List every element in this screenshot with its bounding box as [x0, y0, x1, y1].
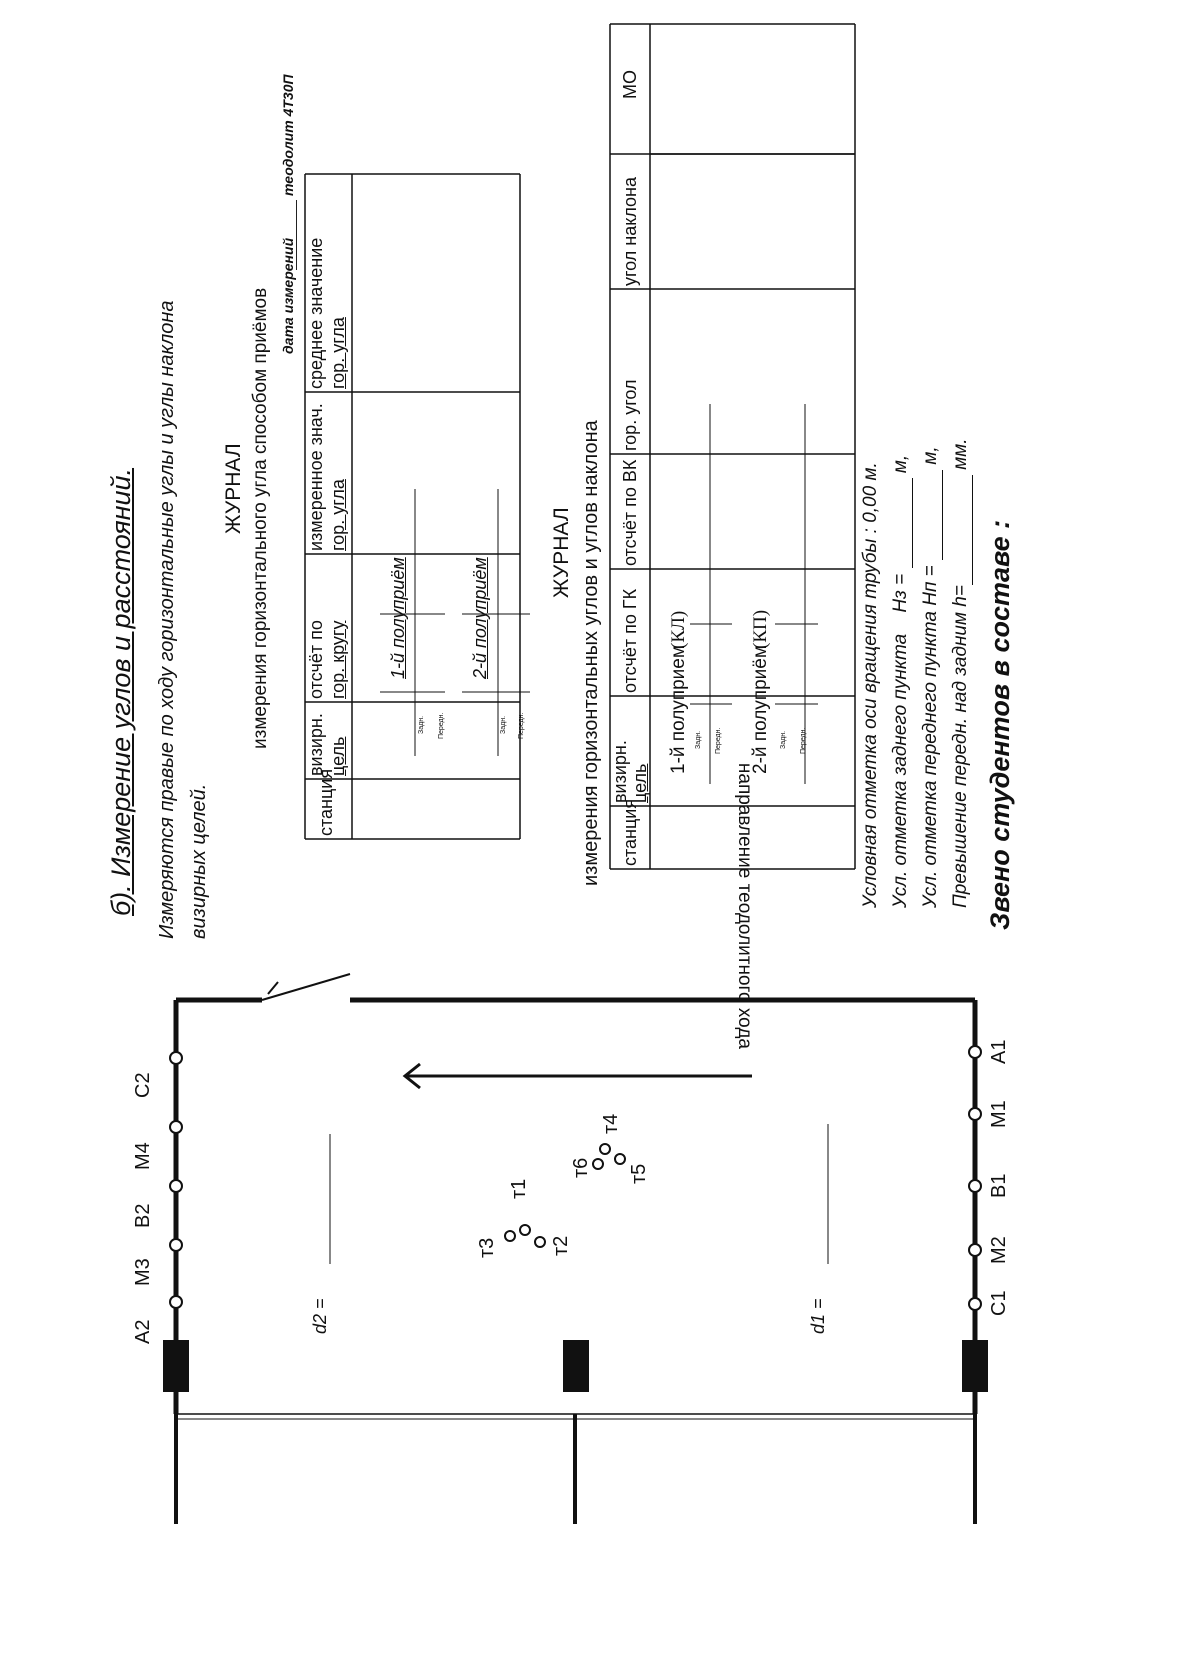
journal1-title: ЖУРНАЛ	[222, 443, 245, 534]
j1-col-target-1: визирн.	[306, 713, 326, 776]
label-M4: М4	[132, 1142, 154, 1170]
j1-half1: 1-й полуприём	[388, 557, 408, 679]
direction-label: направление теодолитного хода	[734, 762, 755, 1049]
j1-back-2: Задн.	[500, 715, 507, 734]
label-M1: М1	[988, 1100, 1010, 1128]
journal2-title: ЖУРНАЛ	[550, 507, 573, 598]
j2-col-mo: МО	[620, 70, 640, 99]
note-height-diff: Превышение передн. над задним h= мм.	[950, 438, 971, 908]
j1-col-mean-2: гор. угла	[328, 317, 348, 389]
j1-back-1: Задн.	[418, 715, 425, 734]
j1-col-mean-1: среднее значение	[306, 237, 326, 389]
label-t5: т5	[628, 1163, 650, 1184]
j1-col-measured-1: измеренное знач.	[306, 403, 326, 551]
label-C1: С1	[988, 1290, 1010, 1316]
j1-col-target-2: цель	[328, 736, 348, 776]
label-M2: М2	[988, 1236, 1010, 1264]
j2-front-2: Передн.	[800, 727, 807, 754]
j2-back-1: Задн.	[695, 730, 702, 749]
j1-front-2: Передн.	[518, 712, 525, 739]
j2-col-gk: отсчёт по ГК	[620, 588, 640, 693]
j1-col-reading-2: гор. кругу	[328, 620, 348, 699]
label-t3: т3	[476, 1237, 498, 1258]
journal1-theodolite: теодолит 4Т30П	[280, 74, 296, 196]
note-back-point: Усл. отметка заднего пункта Нз = м,	[890, 454, 911, 908]
j2-back-2: Задн.	[780, 730, 787, 749]
height-diff-field[interactable]	[950, 475, 973, 585]
label-t2: т2	[550, 1235, 572, 1256]
label-A2: А2	[132, 1319, 154, 1344]
j1-col-measured-2: гор. угла	[328, 479, 348, 551]
label-C2: С2	[132, 1072, 154, 1098]
section-heading: б). Измерение углов и расстояний.	[106, 467, 136, 916]
label-t4: т4	[600, 1113, 622, 1134]
j2-col-incline: угол наклона	[620, 177, 640, 286]
j2-half2-mark: (КП)	[750, 609, 771, 649]
j1-col-station: станция	[316, 768, 336, 836]
j1-col-reading-1: отсчёт по	[306, 620, 326, 699]
j2-half2: 2-й полуприём	[750, 645, 771, 774]
team-label: Звено студентов в составе :	[985, 519, 1015, 930]
label-t1: т1	[508, 1178, 530, 1199]
intro-line-2: визирных целей.	[188, 783, 210, 939]
j2-front-1: Передн.	[715, 727, 722, 754]
j2-col-vk: отсчёт по ВК	[620, 459, 640, 566]
label-M3: М3	[132, 1258, 154, 1286]
j2-half1: 1-й полуприем	[668, 645, 689, 774]
intro-line-1: Измеряются правые по ходу горизонтальные углы и углы наклона	[156, 300, 178, 939]
j2-col-station: станция	[620, 798, 640, 866]
d2-label: d2 =	[310, 1298, 330, 1334]
j2-col-hor-angle: гор. угол	[620, 379, 640, 451]
journal1-subtitle: измерения горизонтального угла способом приёмов	[250, 287, 271, 749]
j1-half2: 2-й полуприём	[470, 557, 490, 679]
label-t6: т6	[570, 1157, 592, 1178]
j1-front-1: Передн.	[438, 712, 445, 739]
j2-col-target-1: визирн.	[610, 740, 630, 803]
label-A1: А1	[988, 1039, 1010, 1064]
journal1-date-label: дата измерений	[280, 237, 296, 354]
journal2-subtitle: измерения горизонтальных углов и углов наклона	[580, 420, 602, 886]
back-point-field[interactable]	[890, 478, 913, 568]
note-front-point: Усл. отметка переднего пункта Нп = м,	[920, 446, 941, 908]
front-point-field[interactable]	[920, 470, 943, 560]
note-axis-elevation: Условная отметка оси вращения трубы : 0,00 м.	[860, 462, 881, 908]
j2-half1-mark: (КЛ)	[668, 610, 689, 649]
j2-col-target-2: цель	[630, 763, 650, 803]
label-B2: В2	[132, 1203, 154, 1228]
label-B1: В1	[988, 1173, 1010, 1198]
d1-label: d1 =	[808, 1298, 828, 1334]
